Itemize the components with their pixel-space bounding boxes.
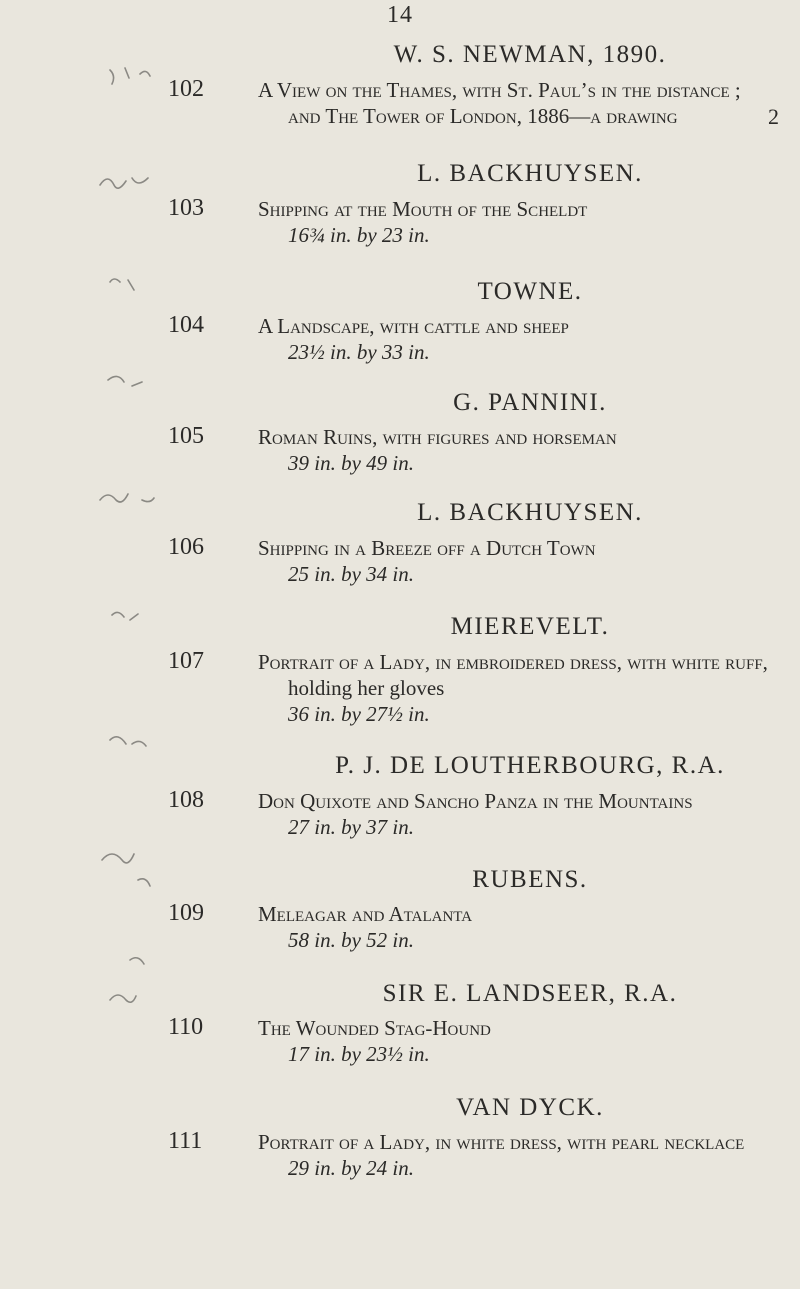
lot-number: 104 — [168, 312, 204, 338]
lot-dimensions: 16¾ in. by 23 in. — [288, 223, 430, 247]
lot-number: 110 — [168, 1014, 204, 1040]
lot-dimensions: 36 in. by 27½ in. — [288, 702, 430, 726]
lot-quantity: 2 — [768, 104, 779, 129]
lot-title-line: Shipping in a Breeze off a Dutch Town — [258, 536, 596, 560]
artist-name: W. S. NEWMAN, 1890. — [393, 41, 667, 68]
artist-name: P. J. DE LOUTHERBOURG, R.A. — [335, 752, 725, 779]
lot-title-line: A View on the Thames, with St. Paul’s in the distance ; — [258, 78, 741, 102]
lot-number: 103 — [168, 195, 204, 221]
artist-name: MIEREVELT. — [450, 613, 610, 640]
lot-dimensions: 25 in. by 34 in. — [288, 562, 414, 586]
lot-dimensions: 17 in. by 23½ in. — [288, 1042, 430, 1066]
lot-number: 106 — [168, 534, 204, 560]
artist-name: VAN DYCK. — [456, 1094, 604, 1121]
lot-title-line: Don Quixote and Sancho Panza in the Mountains — [258, 789, 693, 813]
lot-number: 102 — [168, 76, 204, 102]
lot-title-line: Shipping at the Mouth of the Scheldt — [258, 197, 588, 221]
lot-dimensions: 29 in. by 24 in. — [288, 1156, 414, 1180]
lot-number: 105 — [168, 423, 204, 449]
artist-name: L. BACKHUYSEN. — [417, 160, 643, 187]
lot-number: 109 — [168, 900, 204, 926]
lot-dimensions: 27 in. by 37 in. — [288, 815, 414, 839]
page-number: 14 — [387, 2, 413, 28]
lot-dimensions: 39 in. by 49 in. — [288, 451, 414, 475]
lot-title-line: and The Tower of London, 1886—a drawing — [288, 104, 678, 128]
lot-number: 108 — [168, 787, 204, 813]
lot-title-line: Portrait of a Lady, in embroidered dress, with white ruff, — [258, 650, 768, 674]
lot-title-line: The Wounded Stag-Hound — [258, 1016, 491, 1040]
lot-title-line: Portrait of a Lady, in white dress, with pearl necklace — [258, 1130, 745, 1154]
lot-title-line: holding her gloves — [288, 676, 445, 700]
handwritten-margin-notes — [70, 60, 180, 1020]
lot-title-line: A Landscape, with cattle and sheep — [258, 314, 569, 338]
lot-title-line: Roman Ruins, with figures and horseman — [258, 425, 617, 449]
lot-title-line: Meleagar and Atalanta — [258, 902, 473, 926]
lot-number: 107 — [168, 648, 204, 674]
lot-number: 111 — [168, 1128, 203, 1154]
artist-name: RUBENS. — [472, 866, 588, 893]
artist-name: L. BACKHUYSEN. — [417, 499, 643, 526]
artist-name: TOWNE. — [477, 278, 583, 305]
lot-dimensions: 58 in. by 52 in. — [288, 928, 414, 952]
artist-name: SIR E. LANDSEER, R.A. — [382, 980, 678, 1007]
lot-dimensions: 23½ in. by 33 in. — [288, 340, 430, 364]
artist-name: G. PANNINI. — [453, 389, 607, 416]
